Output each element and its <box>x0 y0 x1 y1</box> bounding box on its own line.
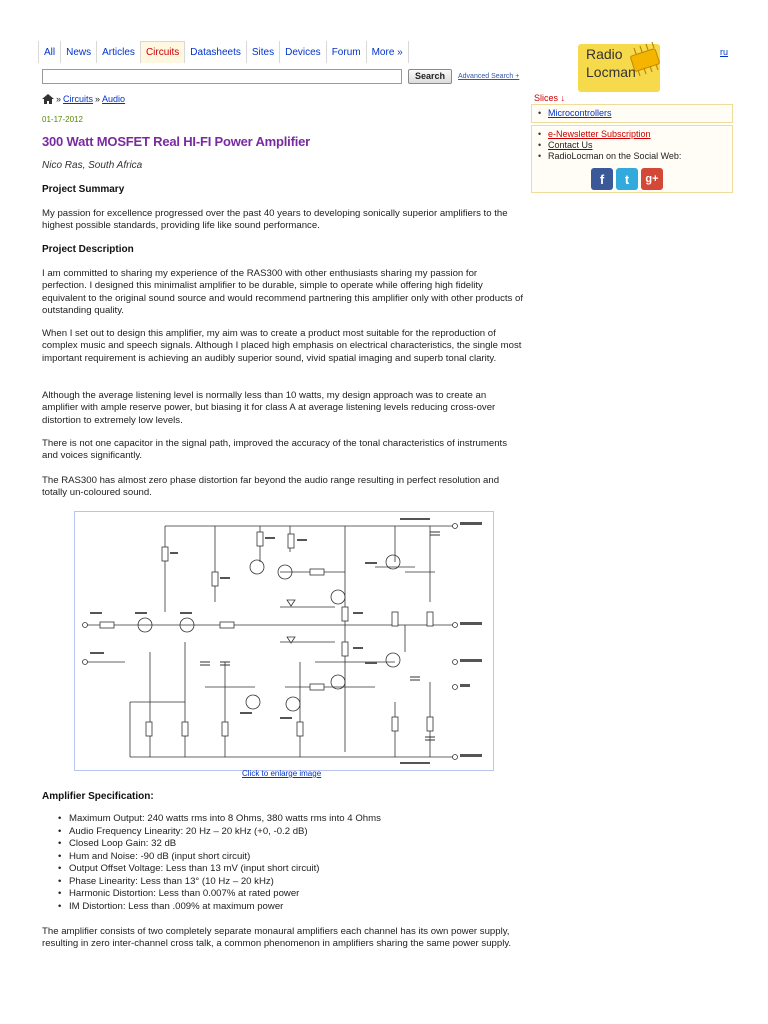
nav-circuits[interactable]: Circuits <box>140 41 184 63</box>
description-paragraph-4: There is not one capacitor in the signal path, improved the accuracy of the tonal characteristics of instruments and voices significantly. <box>42 438 508 462</box>
logo-text-radio: Radio <box>586 46 623 62</box>
nav-datasheets[interactable]: Datasheets <box>184 41 246 63</box>
sidebar-box-categories <box>531 104 733 123</box>
article-date: 01-17-2012 <box>42 115 83 124</box>
description-paragraph-1: I am committed to sharing my experience of the RAS300 with other enthusiasts sharing my passion for perfection. I designed this minimalist amplifier to be durable, simple to operate while offering high fidelity equivalent to the original sound source and would recommend partnering this amplifier only with other products of outstanding quality. <box>42 268 524 317</box>
site-logo[interactable] <box>578 42 670 94</box>
list-item: • Audio Frequency Linearity: 20 Hz – 20 kHz (+0, -0.2 dB) <box>58 826 381 839</box>
list-item: • Harmonic Distortion: Less than 0.007% at rated power <box>58 888 381 901</box>
nav-all[interactable]: All <box>38 41 60 63</box>
description-paragraph-5: The RAS300 has almost zero phase distortion far beyond the audio range resulting in perfect resolution and totally un-coloured sound. <box>42 475 500 499</box>
sidebar-item-newsletter[interactable]: e-Newsletter Subscription <box>548 129 651 139</box>
description-paragraph-2: When I set out to design this amplifier, my aim was to create a product most suitable for the reproduction of complex music and speech signals. Although I placed high emphasis on electrical characteristics, the single most important requirement is achieving an audibly superior sound, vivid spatial imaging and superb tonal clarity. <box>42 328 522 364</box>
twitter-icon[interactable]: t <box>616 168 638 190</box>
circuit-schematic-image[interactable] <box>74 511 494 771</box>
googleplus-icon[interactable]: g+ <box>641 168 663 190</box>
logo-text-locman: Locman <box>586 64 636 80</box>
breadcrumb-separator: » <box>56 94 62 104</box>
breadcrumb <box>42 94 125 104</box>
advanced-search-link[interactable]: Advanced Search + <box>458 72 520 80</box>
nav-news[interactable]: News <box>60 41 96 63</box>
article-author: Nico Ras, South Africa <box>42 160 143 171</box>
description-paragraph-3: Although the average listening level is normally less than 10 watts, my design approach was to create an amplifier with ample reserve power, but biasing it for class A at average listening levels reducing cross-over distortion to extremely low levels. <box>42 390 496 426</box>
search-input[interactable] <box>42 69 402 84</box>
list-item: • Hum and Noise: -90 dB (input short circuit) <box>58 851 381 864</box>
article-title: 300 Watt MOSFET Real HI-FI Power Amplifier <box>42 134 311 149</box>
spec-heading: Amplifier Specification: <box>42 791 154 802</box>
sidebar-social-label: RadioLocman on the Social Web: <box>548 151 682 161</box>
list-item: • Phase Linearity: Less than 13° (10 Hz – 20 kHz) <box>58 876 381 889</box>
sidebar-item-microcontrollers[interactable]: Microcontrollers <box>548 108 612 118</box>
schematic-drawing <box>75 512 493 770</box>
sidebar-box-links <box>531 125 733 193</box>
list-item: • Maximum Output: 240 watts rms into 8 Ohms, 380 watts rms into 4 Ohms <box>58 813 381 826</box>
facebook-icon[interactable]: f <box>591 168 613 190</box>
nav-sites[interactable]: Sites <box>246 41 279 63</box>
description-heading: Project Description <box>42 244 134 255</box>
list-item: • Output Offset Voltage: Less than 13 mV (input short circuit) <box>58 863 381 876</box>
social-links <box>591 168 732 190</box>
enlarge-image-link[interactable]: Click to enlarge image <box>242 769 322 778</box>
home-icon[interactable] <box>42 94 54 104</box>
nav-articles[interactable]: Articles <box>96 41 140 63</box>
list-item: • Closed Loop Gain: 32 dB <box>58 838 381 851</box>
list-item: • IM Distortion: Less than .009% at maximum power <box>58 901 381 914</box>
top-nav <box>38 41 409 63</box>
breadcrumb-circuits[interactable]: Circuits <box>63 94 94 104</box>
slices-label[interactable]: Slices ↓ <box>534 93 566 103</box>
search-button[interactable]: Search <box>408 69 452 84</box>
summary-heading: Project Summary <box>42 184 125 195</box>
sidebar-item-contact[interactable]: Contact Us <box>548 140 593 150</box>
spec-list <box>58 813 381 913</box>
language-link[interactable]: ru <box>720 47 729 57</box>
breadcrumb-audio[interactable]: Audio <box>102 94 126 104</box>
nav-devices[interactable]: Devices <box>279 41 326 63</box>
nav-more[interactable]: More » <box>366 41 409 63</box>
description-paragraph-6: The amplifier consists of two completely separate monaural amplifiers each channel has its own power supply, resulting in zero inter-channel cross talk, a common phenomenon in amplifiers sharing the same power supply. <box>42 926 512 950</box>
breadcrumb-separator: » <box>95 94 101 104</box>
summary-text: My passion for excellence progressed over the past 40 years to developing sonically superior amplifiers to the highest possible standards, providing life like sound performance. <box>42 208 508 232</box>
nav-forum[interactable]: Forum <box>326 41 366 63</box>
search-bar <box>42 68 542 84</box>
